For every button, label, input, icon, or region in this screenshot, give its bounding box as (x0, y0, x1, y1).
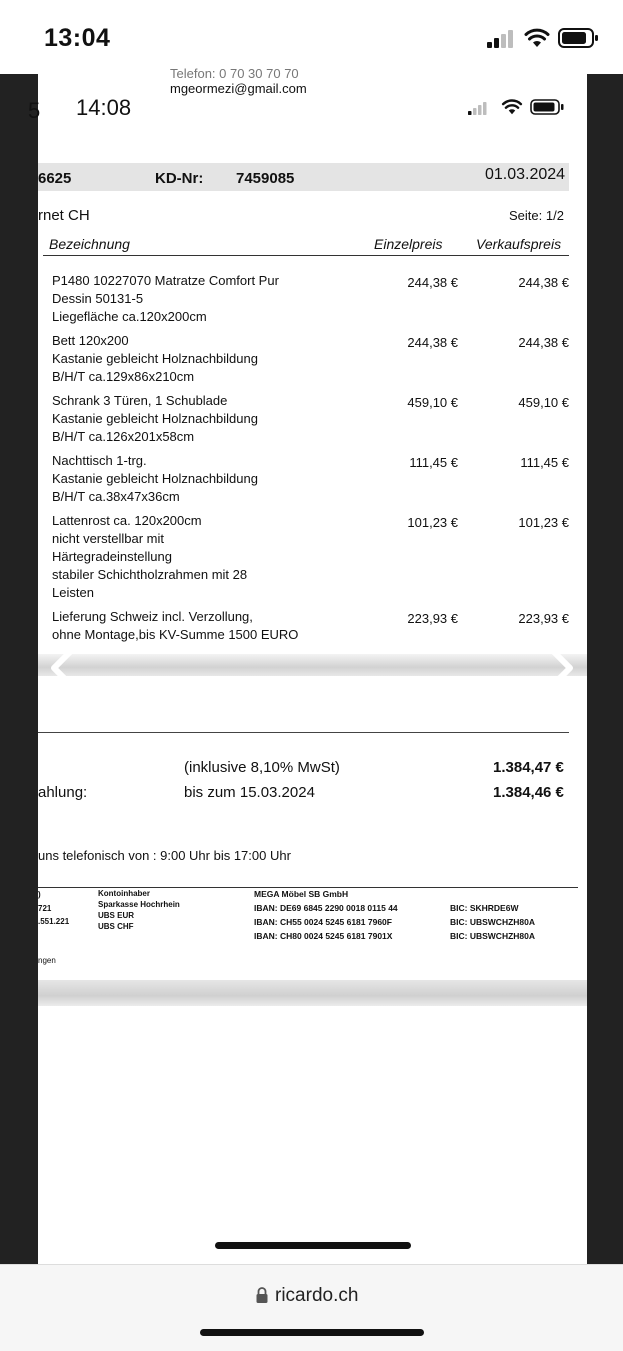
column-header-description: Bezeichnung (49, 236, 130, 252)
wifi-icon (524, 27, 550, 48)
footer-left-line: 721 (38, 904, 52, 913)
item-sale-price: 459,10 € (518, 395, 569, 410)
footer-holder-line: UBS CHF (98, 922, 134, 931)
customer-name: rnet CH (38, 207, 90, 224)
footer-iban: IBAN: DE69 6845 2290 0018 0115 44 (254, 903, 398, 913)
footer-left-line: ngen (38, 956, 56, 965)
footer-bic: BIC: SKHRDE6W (450, 903, 519, 913)
document-image (38, 66, 587, 1264)
payment-due-date: bis zum 15.03.2024 (184, 784, 315, 801)
chevron-right-icon[interactable] (538, 640, 578, 696)
lock-icon (255, 1286, 269, 1304)
footer-left-line: .551.221 (38, 917, 70, 926)
item-line: P1480 10227070 Matratze Comfort Pur (52, 273, 279, 288)
item-unit-price: 111,45 € (409, 455, 458, 470)
payment-label: ahlung: (38, 784, 88, 801)
item-unit-price: 459,10 € (407, 395, 458, 410)
page-info: Seite: 1/2 (509, 208, 564, 223)
address-bar-domain[interactable]: ricardo.ch (275, 1285, 359, 1306)
footer-company: MEGA Möbel SB GmbH (254, 889, 349, 899)
header-divider (43, 255, 569, 256)
cropped-glyph: 5 (28, 98, 41, 123)
battery-icon (558, 28, 600, 48)
inner-status-time: 14:08 (76, 95, 132, 120)
item-line: Kastanie gebleicht Holznachbildung (52, 351, 258, 366)
column-header-unit-price: Einzelpreis (374, 236, 443, 252)
email-text: mgeormezi@gmail.com (170, 81, 307, 96)
page-bottom-band (38, 980, 587, 1006)
item-line: Dessin 50131-5 (52, 291, 144, 306)
item-line: Härtegradeinstellung (52, 549, 172, 564)
item-line: Bett 120x200 (52, 333, 129, 348)
item-line: B/H/T ca.126x201x58cm (52, 429, 195, 444)
footer-iban: IBAN: CH55 0024 5245 6181 7960F (254, 917, 392, 927)
cellular-signal-icon (487, 30, 517, 48)
item-sale-price: 101,23 € (518, 515, 569, 530)
item-sale-price: 111,45 € (520, 455, 569, 470)
chevron-left-icon[interactable] (46, 640, 86, 696)
item-unit-price: 244,38 € (407, 335, 458, 350)
footer-bic: BIC: UBSWCHZH80A (450, 917, 535, 927)
item-line: ohne Montage,bis KV-Summe 1500 EURO (52, 627, 299, 642)
vat-note: (inklusive 8,10% MwSt) (184, 759, 340, 776)
document-date: 01.03.2024 (485, 166, 566, 183)
item-line: stabiler Schichtholzrahmen mit 28 (52, 567, 248, 582)
item-line: Lattenrost ca. 120x200cm (52, 513, 202, 528)
item-sale-price: 244,38 € (518, 335, 569, 350)
totals-divider (38, 732, 569, 733)
status-bar (0, 0, 623, 74)
invoice-number: 6625 (38, 170, 72, 187)
footer-holder-line: Kontoinhaber (98, 889, 150, 898)
item-line: Kastanie gebleicht Holznachbildung (52, 411, 258, 426)
item-unit-price: 244,38 € (407, 275, 458, 290)
item-line: Liegefläche ca.120x200cm (52, 309, 207, 324)
item-line: B/H/T ca.129x86x210cm (52, 369, 195, 384)
item-line: Kastanie gebleicht Holznachbildung (52, 471, 258, 486)
footer-bic: BIC: UBSWCHZH80A (450, 931, 535, 941)
contact-note: uns telefonisch von : 9:00 Uhr bis 17:00 Uhr (38, 848, 291, 863)
inner-cellular-signal-icon (468, 101, 490, 115)
payment-amount: 1.384,46 € (493, 784, 564, 801)
item-line: Leisten (52, 585, 94, 600)
browser-address-bar[interactable] (0, 1264, 623, 1351)
cut-off-text: Telefon: 0 70 30 70 70 (170, 66, 299, 81)
kd-label: KD-Nr: (155, 170, 204, 187)
item-unit-price: 223,93 € (407, 611, 458, 626)
home-indicator[interactable] (200, 1329, 424, 1336)
item-unit-price: 101,23 € (407, 515, 458, 530)
inner-wifi-icon (501, 98, 523, 115)
kd-value: 7459085 (236, 170, 295, 187)
item-line: nicht verstellbar mit (52, 531, 164, 546)
vat-total-amount: 1.384,47 € (493, 759, 564, 776)
footer-holder-line: UBS EUR (98, 911, 135, 920)
footer-iban: IBAN: CH80 0024 5245 6181 7901X (254, 931, 393, 941)
column-header-sale-price: Verkaufspreis (476, 236, 562, 252)
footer-left-line: ) (38, 890, 41, 899)
item-line: Nachttisch 1-trg. (52, 453, 147, 468)
item-line: B/H/T ca.38x47x36cm (52, 489, 180, 504)
page-scroll-band (38, 654, 587, 676)
item-line: Lieferung Schweiz incl. Verzollung, (52, 609, 253, 624)
status-time: 13:04 (44, 24, 111, 52)
footer-holder-line: Sparkasse Hochrhein (98, 900, 180, 909)
inner-battery-icon (530, 99, 566, 115)
item-sale-price: 223,93 € (518, 611, 569, 626)
item-line: Schrank 3 Türen, 1 Schublade (52, 393, 228, 408)
inner-home-indicator (215, 1242, 411, 1249)
item-sale-price: 244,38 € (518, 275, 569, 290)
